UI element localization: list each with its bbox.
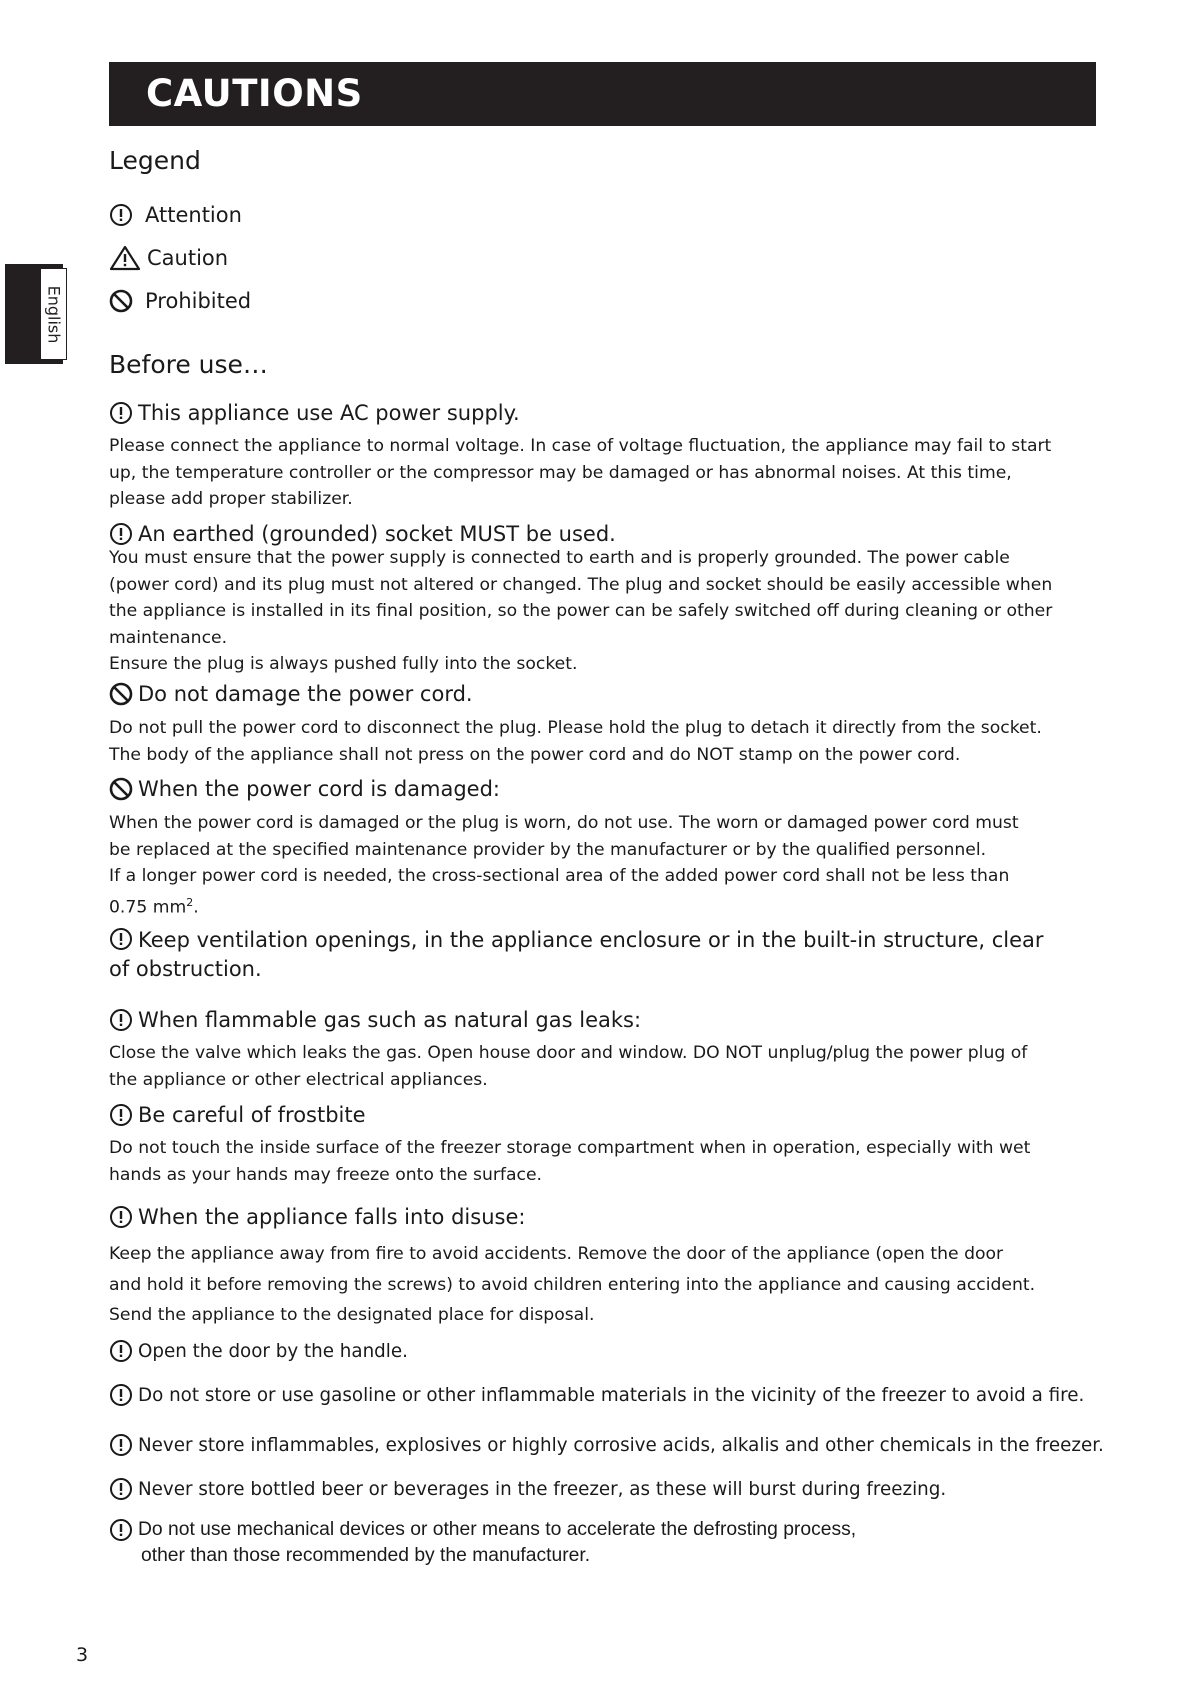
- legend-label-attention: Attention: [145, 203, 242, 227]
- body-line: Do not touch the inside surface of the freezer storage compartment when in operation, especially with wet: [109, 1138, 1031, 1158]
- body-line: be replaced at the specified maintenance provider by the manufacturer or by the qualified personnel.: [109, 839, 987, 860]
- attention-icon: [109, 1103, 133, 1127]
- list-item-text: Open the door by the handle.: [138, 1340, 408, 1362]
- prohibited-icon: [109, 777, 133, 801]
- section-heading-text: When flammable gas such as natural gas leaks:: [138, 1008, 642, 1032]
- section-heading-text: An earthed (grounded) socket MUST be used.: [138, 522, 616, 546]
- attention-icon: [109, 203, 133, 227]
- list-item-continuation: [109, 1543, 1121, 1568]
- body-line: please add proper stabilizer.: [109, 489, 353, 509]
- body-line: other than those recommended by the manufacturer.: [141, 1545, 591, 1566]
- section-heading-text: Be careful of frostbite: [138, 1103, 366, 1127]
- attention-icon: [109, 1383, 133, 1407]
- page-title: CAUTIONS: [146, 72, 363, 115]
- section-heading-power-cord: [109, 679, 473, 709]
- language-tab-label-box: [40, 268, 67, 360]
- section-heading-gas-leak: [109, 1005, 641, 1035]
- legend-label-prohibited: Prohibited: [145, 289, 252, 313]
- attention-icon: [109, 1205, 133, 1229]
- body-line: Please connect the appliance to normal voltage. In case of voltage fluctuation, the appliance may fail to start: [109, 436, 1052, 456]
- section-heading-text: Do not damage the power cord.: [138, 682, 473, 706]
- attention-icon: [109, 1008, 133, 1032]
- before-use-title: Before use…: [109, 350, 268, 379]
- attention-icon: [109, 522, 133, 546]
- section-heading-disuse: [109, 1202, 525, 1232]
- list-item-text: Do not use mechanical devices or other means to accelerate the defrosting process,: [138, 1519, 857, 1540]
- prohibited-icon: [109, 289, 133, 313]
- body-line: The body of the appliance shall not press on the power cord and do NOT stamp on the power cord.: [109, 744, 961, 765]
- body-line: hands as your hands may freeze onto the surface.: [109, 1164, 542, 1185]
- body-line: Close the valve which leaks the gas. Open house door and window. DO NOT unplug/plug the power plug of: [109, 1043, 1028, 1063]
- section-body-gas-leak: [109, 1040, 1114, 1093]
- list-item: [109, 1515, 856, 1545]
- body-line: Send the appliance to the designated place for disposal.: [109, 1305, 595, 1325]
- body-line: and hold it before removing the screws) to avoid children entering into the appliance and causing accident.: [109, 1274, 1036, 1295]
- attention-icon: [109, 1339, 133, 1363]
- body-line: You must ensure that the power supply is connected to earth and is properly grounded. The power cable: [109, 548, 1010, 568]
- body-line: maintenance.: [109, 627, 228, 648]
- section-heading-text: When the appliance falls into disuse:: [138, 1205, 526, 1229]
- list-item: [109, 1430, 1104, 1460]
- caution-icon: [109, 245, 141, 271]
- language-tab-label: English: [44, 285, 63, 343]
- body-line: (power cord) and its plug must not altered or changed. The plug and socket should be easily accessible when: [109, 574, 1053, 595]
- body-line: If a longer power cord is needed, the cross-sectional area of the added power cord shall not be less than: [109, 866, 1010, 886]
- section-heading-ventilation: [109, 926, 1069, 984]
- body-line: When the power cord is damaged or the plug is worn, do not use. The worn or damaged power cord must: [109, 813, 1019, 833]
- legend-title: Legend: [109, 146, 201, 175]
- section-body-power-cord: [109, 715, 1114, 768]
- body-line: Ensure the plug is always pushed fully into the socket.: [109, 654, 578, 674]
- legend-item-attention: [109, 200, 242, 230]
- section-body-cord-damaged: [109, 810, 1114, 921]
- section-body-earthed-socket: [109, 545, 1114, 678]
- prohibited-icon: [109, 682, 133, 706]
- section-heading-text: This appliance use AC power supply.: [138, 401, 520, 425]
- body-line: Keep the appliance away from fire to avoid accidents. Remove the door of the appliance (open the door: [109, 1244, 1004, 1264]
- legend-item-prohibited: [109, 286, 251, 316]
- list-item-text: Do not store or use gasoline or other inflammable materials in the vicinity of the freezer to avoid a fire.: [138, 1384, 1085, 1406]
- legend-label-caution: Caution: [147, 246, 229, 270]
- attention-icon: [109, 927, 133, 951]
- section-body-frostbite: [109, 1135, 1114, 1188]
- section-body-disuse: [109, 1239, 1114, 1331]
- list-item-text: Never store bottled beer or beverages in the freezer, as these will burst during freezing.: [138, 1478, 947, 1500]
- list-item: [109, 1474, 946, 1504]
- body-line: the appliance is installed in its final position, so the power can be safely switched off during cleaning or other: [109, 601, 1053, 621]
- section-heading-frostbite: [109, 1100, 366, 1130]
- section-body-ac-power: [109, 433, 1114, 513]
- body-line: Do not pull the power cord to disconnect the plug. Please hold the plug to detach it directly from the socket.: [109, 718, 1042, 738]
- body-line: [109, 890, 1114, 921]
- attention-icon: [109, 401, 133, 425]
- page-number: 3: [76, 1644, 89, 1666]
- language-tab: [5, 264, 63, 364]
- section-heading-text: Keep ventilation openings, in the appliance enclosure or in the built-in structure, clear of obstruction.: [109, 928, 1044, 981]
- page-title-banner: [109, 62, 1096, 126]
- list-item: [109, 1336, 408, 1366]
- section-heading-cord-damaged: [109, 774, 500, 804]
- attention-icon: [109, 1477, 133, 1501]
- legend-item-caution: [109, 243, 228, 273]
- attention-icon: [109, 1518, 133, 1542]
- cross-section-value: 0.75 mm: [109, 897, 187, 918]
- line-end-punct: .: [193, 897, 199, 918]
- list-item-text: Never store inflammables, explosives or highly corrosive acids, alkalis and other chemicals in the freezer.: [138, 1434, 1104, 1456]
- body-line: the appliance or other electrical appliances.: [109, 1069, 488, 1090]
- list-item: [109, 1380, 1084, 1410]
- section-heading-text: When the power cord is damaged:: [138, 777, 500, 801]
- body-line: up, the temperature controller or the compressor may be damaged or has abnormal noises. At this time,: [109, 462, 1012, 483]
- unit-exponent: 2: [186, 895, 194, 909]
- attention-icon: [109, 1433, 133, 1457]
- section-heading-ac-power: [109, 398, 520, 428]
